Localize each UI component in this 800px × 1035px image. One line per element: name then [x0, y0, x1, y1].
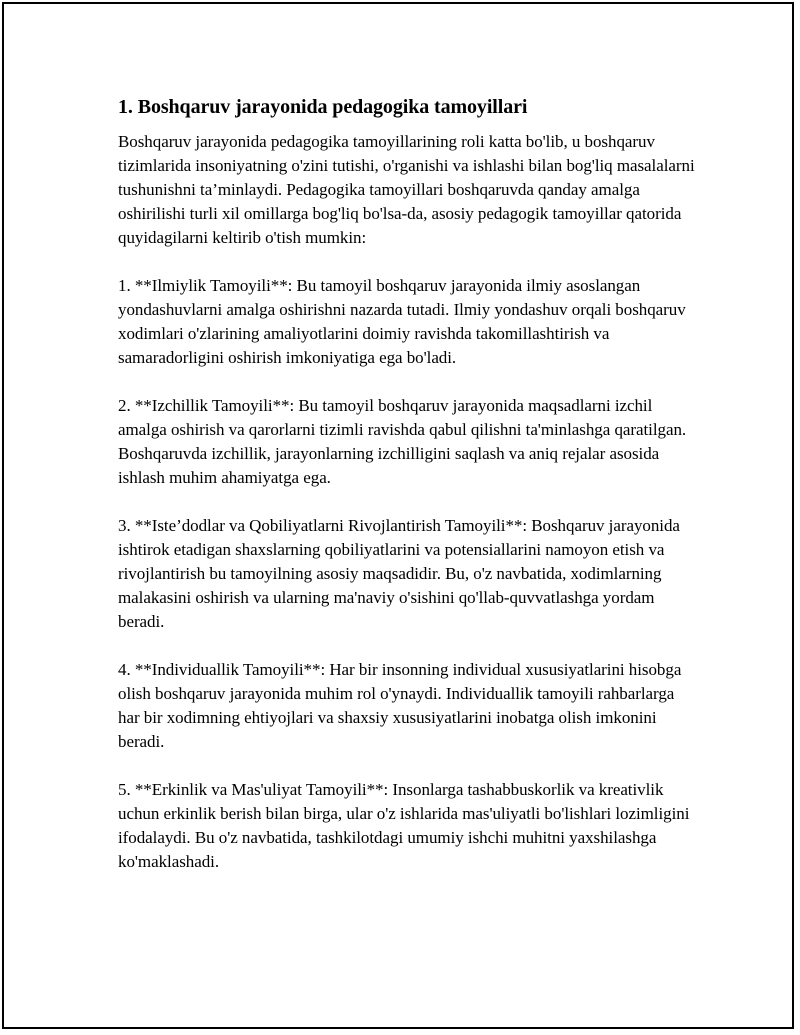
principle-5-paragraph: 5. **Erkinlik va Mas'uliyat Tamoyili**: Insonlarga tashabbuskorlik va kreativlik uchun erkinlik berish bilan birga, ular o'z ishlarida mas'uliyatli bo'lishlari lozimligini ifodalaydi. Bu o'z navbatida, tashkilotdagi umumiy ishchi muhitni yaxshilashga ko'maklashadi. [118, 780, 690, 871]
document-body [118, 94, 698, 898]
principle-2-paragraph: 2. **Izchillik Tamoyili**: Bu tamoyil boshqaruv jarayonida maqsadlarni izchil amalga oshirish va qarorlarni tizimli ravishda qabul qilishni ta'minlashga qaratilgan. Boshqaruvda izchillik, jarayonlarning izchilligini saqlash va aniq rejalar asosida ishlash muhim ahamiyatga ega. [118, 396, 687, 487]
document-title: 1. Boshqaruv jarayonida pedagogika tamoyillari [118, 96, 528, 118]
principle-1-paragraph: 1. **Ilmiylik Tamoyili**: Bu tamoyil boshqaruv jarayonida ilmiy asoslangan yondashuvlarni amalga oshirishni nazarda tutadi. Ilmiy yondashuv orqali boshqaruv xodimlari o'zlarining amaliyotlarini doimiy ravishda takomillashtirish va samaradorligini oshirish imkoniyatiga ega bo'ladi. [118, 276, 686, 367]
principle-4-paragraph: 4. **Individuallik Tamoyili**: Har bir insonning individual xususiyatlarini hisobga olish boshqaruv jarayonida muhim rol o'ynaydi. Individuallik tamoyili rahbarlarga har bir xodimning ehtiyojlari va shaxsiy xususiyatlarini inobatga olish imkonini beradi. [118, 660, 682, 751]
intro-paragraph: Boshqaruv jarayonida pedagogika tamoyillarining roli katta bo'lib, u boshqaruv tizimlarida insoniyatning o'zini tutishi, o'rganishi va ishlashi bilan bog'liq masalalarni tushunishni ta’minlaydi. Pedagogika tamoyillari boshqaruvda qanday amalga oshirilishi turli xil omillarga bog'liq bo'lsa-da, asosiy pedagogik tamoyillar qatorida quyidagilarni keltirib o'tish mumkin: [118, 132, 695, 247]
principle-3-paragraph: 3. **Iste’dodlar va Qobiliyatlarni Rivojlantirish Tamoyili**: Boshqaruv jarayonida ishtirok etadigan shaxslarning qobiliyatlarini va potensiallarini namoyon etish va rivojlantirish bu tamoyilning asosiy maqsadidir. Bu, o'z navbatida, xodimlarning malakasini oshirish va ularning ma'naviy o'sishini qo'llab-quvvatlashga yordam beradi. [118, 516, 680, 631]
